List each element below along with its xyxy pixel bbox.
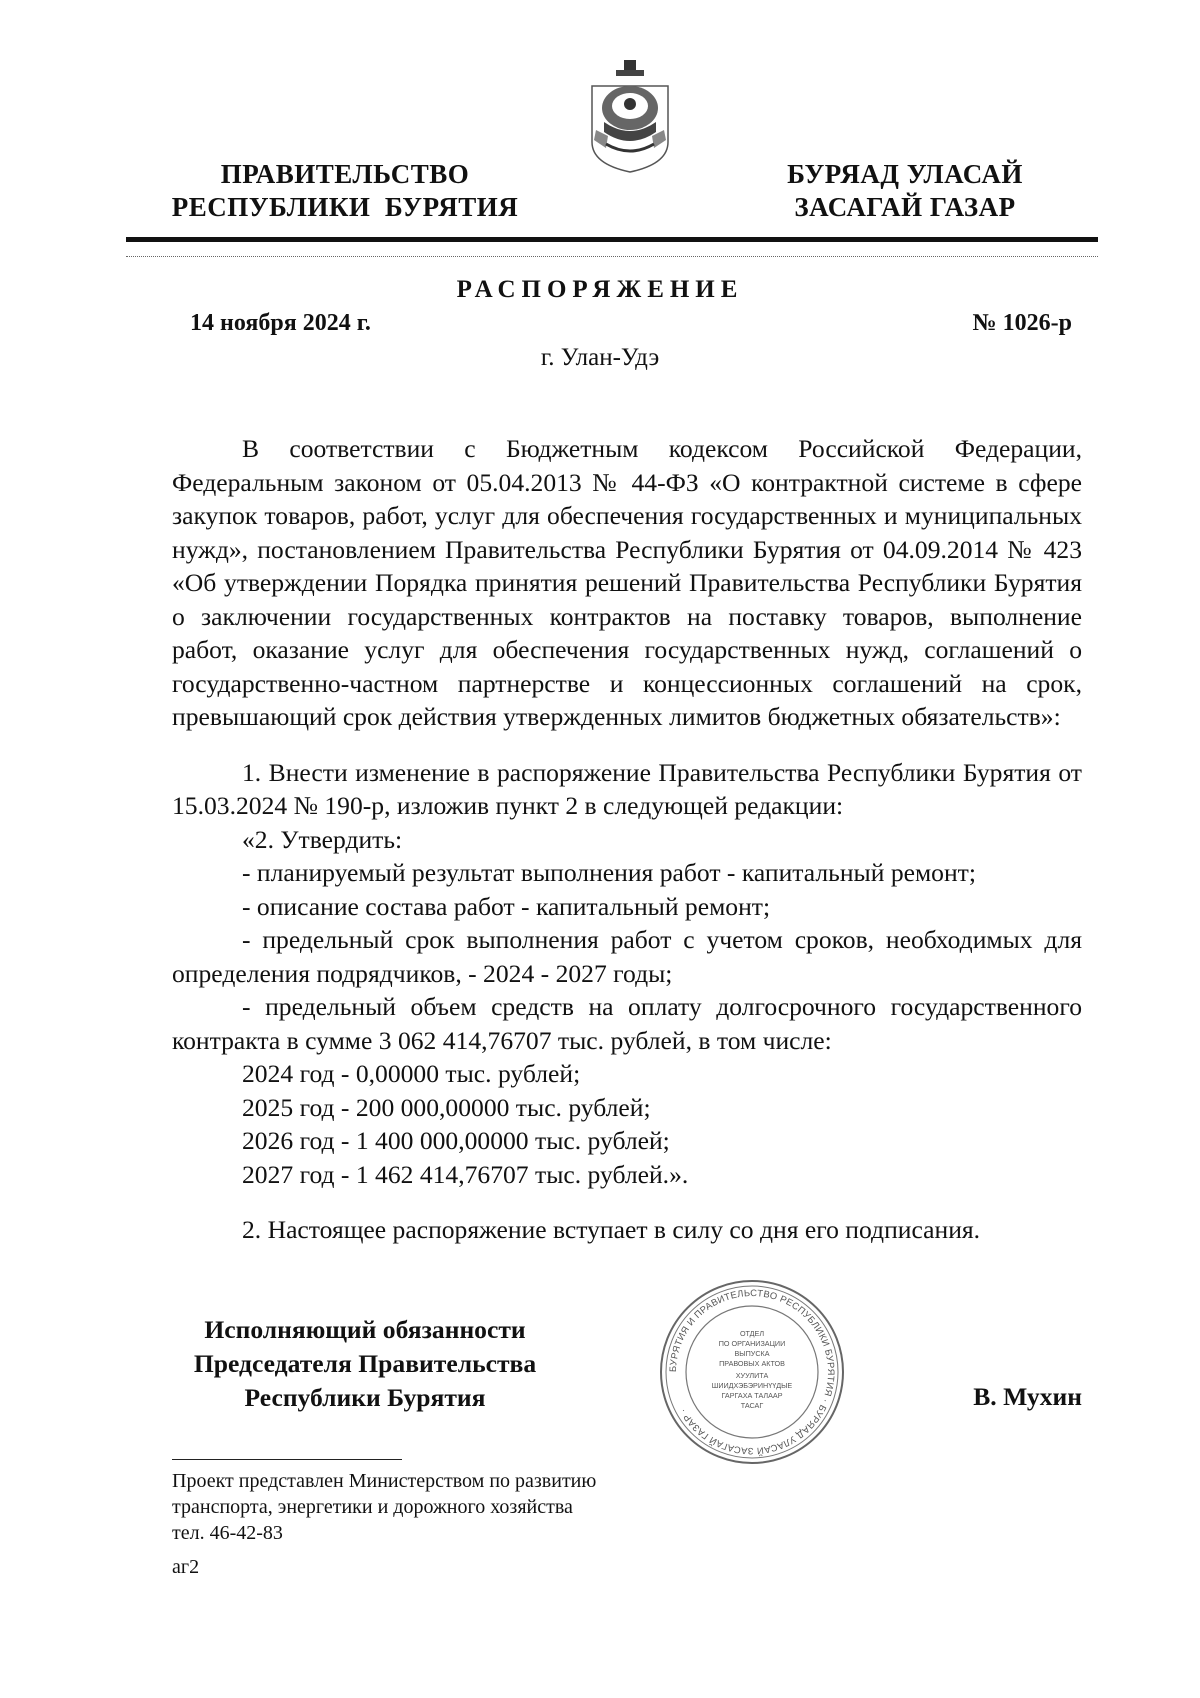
signatory-line3: Республики Бурятия <box>244 1383 486 1412</box>
seal-line-5: ХУУЛИТА <box>735 1371 769 1380</box>
footer-line3: тел. 46-42-83 <box>172 1522 283 1544</box>
document-body <box>172 432 1082 1247</box>
year-2027-amount: 2027 год - 1 462 414,76707 тыс. рублей.». <box>242 1159 689 1189</box>
seal-line-3: ВЫПУСКА <box>734 1349 770 1358</box>
seal-line-2: ПО ОРГАНИЗАЦИИ <box>718 1339 786 1348</box>
footer-divider <box>172 1459 402 1460</box>
seal-ring-text: БУРЯТИЯ И ПРАВИТЕЛЬСТВО РЕСПУБЛИКИ БУРЯТИЯ · БУРЯАД УЛАСАЙ ЗАСАГАЙ ГАЗАР · <box>666 1286 838 1458</box>
signatory-line2: Председателя Правительства <box>193 1349 537 1378</box>
seal-line-4: ПРАВОВЫХ АКТОВ <box>719 1359 785 1368</box>
footer-line1: Проект представлен Министерством по развитию <box>172 1470 597 1492</box>
clause-item-4: - предельный объем средств на оплату долгосрочного государственного контракта в сумме 3 062 414,76707 тыс. рублей, в том числе: <box>172 992 1082 1055</box>
signatory-line1: Исполняющий обязанности <box>204 1315 526 1344</box>
seal-line-1: ОТДЕЛ <box>739 1329 765 1338</box>
clause-2: 2. Настоящее распоряжение вступает в силу со дня его подписания. <box>242 1215 981 1244</box>
signatory-position <box>170 1313 560 1415</box>
header-right <box>740 158 1070 224</box>
coat-of-arms-emblem <box>586 56 674 174</box>
header-right-line1: БУРЯАД УЛАСАЙ <box>787 159 1023 189</box>
year-2025-amount: 2025 год - 200 000,00000 тыс. рублей; <box>242 1092 651 1122</box>
document-title: РАСПОРЯЖЕНИЕ <box>456 276 744 303</box>
header-divider <box>126 237 1098 242</box>
document-date: 14 ноября 2024 г. <box>190 310 371 336</box>
clause-item-2: - описание состава работ - капитальный ремонт; <box>242 891 771 921</box>
signatory-name: В. Мухин <box>973 1382 1082 1411</box>
header-dotted-divider <box>126 256 1098 257</box>
preamble-paragraph: В соответствии с Бюджетным кодексом Российской Федерации, Федеральным законом от 05.04.2013 № 44-ФЗ «О контрактной системе в сфере закупок товаров, работ, услуг для обеспечения государственных и муниципальных нужд», постановлением Правительства Республики Бурятия от 04.09.2014 № 423 «Об утверждении Порядка принятия решений Правительства Республики Бурятия о заключении государственных контрактов на поставку товаров, выполнение работ, оказание услуг для обеспечения государственных нужд, соглашений о государственно-частном партнерстве и концессионных соглашений на срок, превышающий срок действия утвержденных лимитов бюджетных обязательств»: <box>172 434 1082 731</box>
header-left-line2: РЕСПУБЛИКИ БУРЯТИЯ <box>171 192 519 222</box>
document-city: г. Улан-Удэ <box>540 344 660 371</box>
header-right-line2: ЗАСАГАЙ ГАЗАР <box>794 192 1016 222</box>
clause-item-1: - планируемый результат выполнения работ - капитальный ремонт; <box>242 858 976 887</box>
clause-1-subtitle: «2. Утвердить: <box>242 824 403 854</box>
seal-line-8: ТАСАГ <box>740 1401 764 1410</box>
official-seal-stamp <box>658 1278 846 1466</box>
footer-code: аг2 <box>172 1556 200 1578</box>
seal-line-7: ГАРГАХА ТАЛААР <box>721 1391 783 1400</box>
seal-line-6: ШИИДХЭБЭРИНҮҮДЫЕ <box>711 1381 793 1390</box>
clause-1: 1. Внести изменение в распоряжение Правительства Республики Бурятия от 15.03.2024 № 190-р, изложив пункт 2 в следующей редакции: <box>172 757 1082 820</box>
footer-note <box>172 1468 692 1580</box>
document-number: № 1026-р <box>972 310 1072 336</box>
year-2026-amount: 2026 год - 1 400 000,00000 тыс. рублей; <box>242 1126 670 1155</box>
header-left-line1: ПРАВИТЕЛЬСТВО <box>220 159 470 189</box>
year-2024-amount: 2024 год - 0,00000 тыс. рублей; <box>242 1059 581 1088</box>
header-left <box>150 158 540 224</box>
clause-item-3: - предельный срок выполнения работ с учетом сроков, необходимых для определения подрядчиков, - 2024 - 2027 годы; <box>172 925 1082 988</box>
footer-line2: транспорта, энергетики и дорожного хозяйства <box>172 1496 573 1518</box>
